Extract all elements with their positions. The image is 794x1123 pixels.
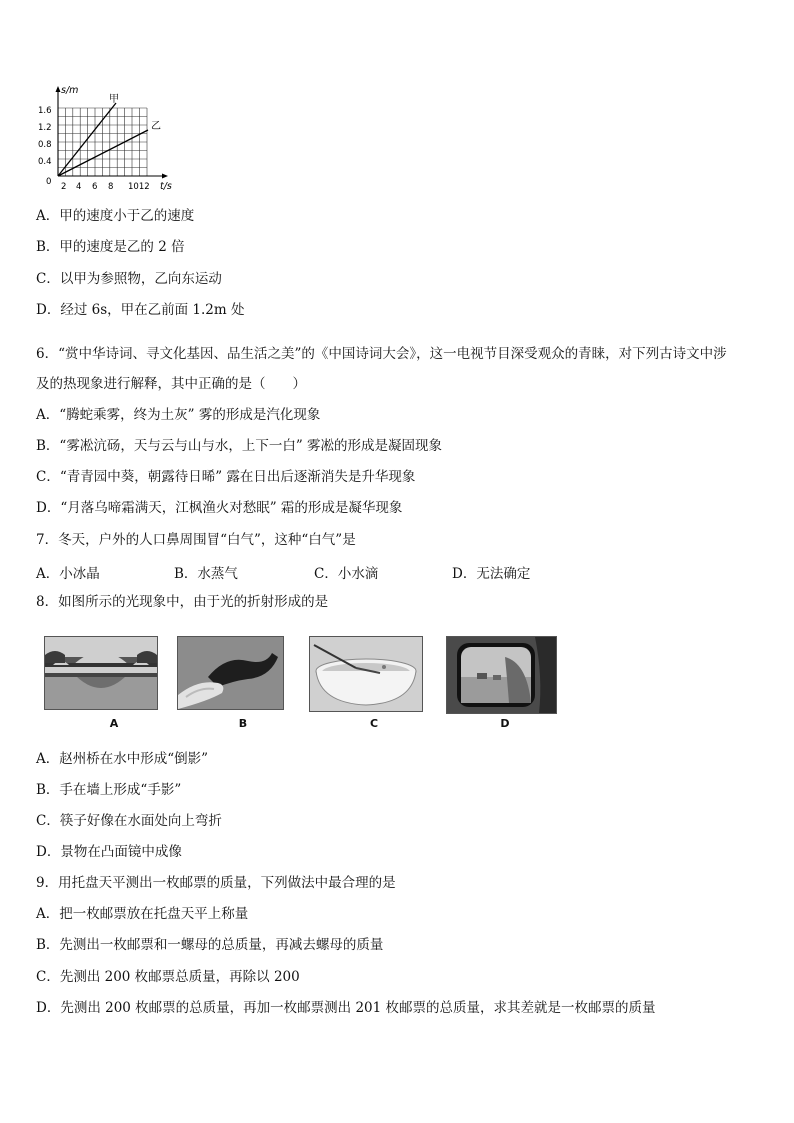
y-tick: 1.2 [38, 123, 52, 133]
q9-option-d: D．先测出 200 枚邮票的总质量，再加一枚邮票测出 201 枚邮票的总质量，求其差就是一枚邮票的质量 [36, 1000, 656, 1016]
bridge-image [45, 637, 157, 709]
q7-option-c: C．小水滴 [314, 566, 379, 582]
mirror-image [447, 637, 556, 713]
q6-option-a: A．“腾蛇乘雾，终为土灰” 雾的形成是汽化现象 [36, 407, 321, 423]
x-tick: 1012 [128, 182, 150, 192]
x-tick: 2 [61, 182, 67, 192]
y-tick: 1.6 [38, 106, 52, 116]
q7-stem: 7．冬天，户外的人口鼻周围冒“白气”，这种“白气”是 [36, 532, 356, 548]
q6-stem-line1: 6．“赏中华诗词、寻文化基因、品生活之美”的《中国诗词大会》，这一电视节目深受观众的青睐，对下列古诗文中涉 [36, 346, 727, 362]
y-tick: 0.8 [38, 140, 52, 150]
photo-convex-mirror [446, 636, 557, 714]
line-jia [58, 103, 116, 176]
y-tick: 0 [46, 177, 52, 187]
graph-grid [58, 108, 147, 176]
q6-option-c: C．“青青园中葵，朝露待日晞” 露在日出后逐渐消失是升华现象 [36, 469, 416, 485]
q5-option-d: D．经过 6s，甲在乙前面 1.2m 处 [36, 302, 245, 318]
q9-option-b: B．先测出一枚邮票和一螺母的总质量，再减去螺母的质量 [36, 937, 384, 953]
q7-option-a: A．小冰晶 [36, 566, 100, 582]
x-tick: 8 [108, 182, 114, 192]
q5-option-c: C．以甲为参照物，乙向东运动 [36, 271, 222, 287]
q7-option-b: B．水蒸气 [174, 566, 238, 582]
q9-stem: 9．用托盘天平测出一枚邮票的质量，下列做法中最合理的是 [36, 875, 396, 891]
y-axis-label: s/m [61, 85, 79, 96]
q7-options [36, 562, 756, 580]
line-yi-label: 乙 [151, 121, 161, 132]
figure-label-b: B [238, 717, 248, 730]
line-jia-label: 甲 [109, 94, 119, 105]
q7-option-d: D．无法确定 [452, 566, 531, 582]
q6-stem-line2: 及的热现象进行解释，其中正确的是（ ） [36, 376, 306, 392]
q9-option-a: A．把一枚邮票放在托盘天平上称量 [36, 906, 249, 922]
figure-label-d: D [500, 717, 510, 730]
q6-option-b: B．“雾凇沆砀，天与云与山与水，上下一白” 雾凇的形成是凝固现象 [36, 438, 443, 454]
q8-option-c: C．筷子好像在水面处向上弯折 [36, 813, 222, 829]
q8-option-a: A．赵州桥在水中形成“倒影” [36, 751, 209, 767]
st-graph [36, 82, 186, 192]
photo-bridge [44, 636, 158, 710]
y-tick: 0.4 [38, 157, 52, 167]
q5-option-a: A．甲的速度小于乙的速度 [36, 208, 195, 224]
q5-option-b: B．甲的速度是乙的 2 倍 [36, 239, 185, 255]
x-tick: 6 [92, 182, 98, 192]
q9-option-c: C．先测出 200 枚邮票总质量，再除以 200 [36, 969, 300, 985]
line-yi [58, 130, 148, 176]
x-axis-label: t/s [160, 181, 172, 192]
photo-chopsticks-bowl [309, 636, 423, 712]
x-tick: 4 [76, 182, 82, 192]
bowl-image [310, 637, 422, 711]
figure-label-a: A [109, 717, 119, 730]
q8-option-d: D．景物在凸面镜中成像 [36, 844, 182, 860]
hand-shadow-image [178, 637, 283, 709]
q6-option-d: D．“月落乌啼霜满天，江枫渔火对愁眠” 霜的形成是凝华现象 [36, 500, 403, 516]
q8-stem: 8．如图所示的光现象中，由于光的折射形成的是 [36, 594, 329, 610]
photo-hand-shadow [177, 636, 284, 710]
q8-option-b: B．手在墙上形成“手影” [36, 782, 182, 798]
figure-label-c: C [369, 717, 379, 730]
